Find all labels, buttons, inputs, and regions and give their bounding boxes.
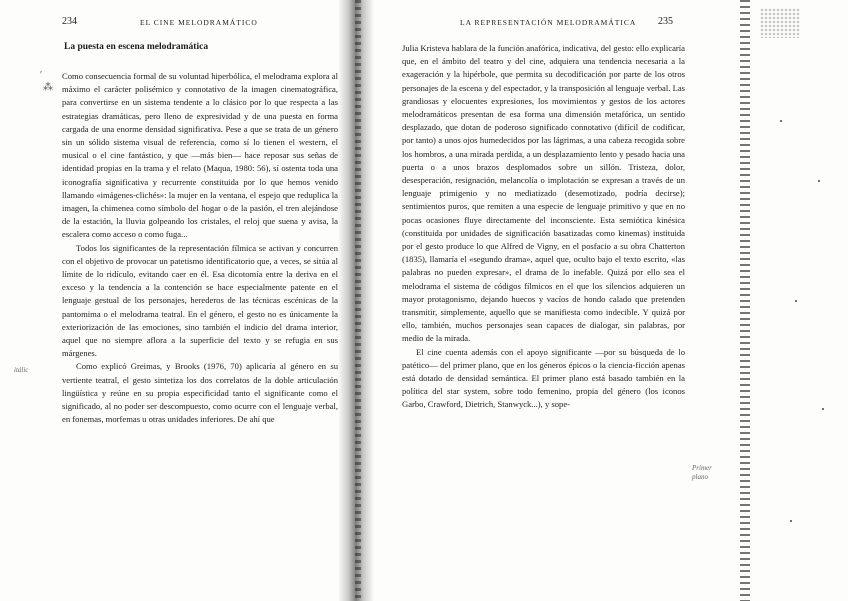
scribble-mark [760, 8, 800, 38]
paragraph: Como explicó Greimas, y Brooks (1976, 70) aplicaría al género en su vertiente teatral, el gesto sintetiza los dos correlatos de la doble articulación lingüística y reúne en su propia especificidad tanto el significante como el significado, al no poder ser descompuesto, como ocurre con el lenguaje verbal, en fonemas, morfemas u otras unidades inferiores. De ahí que [62, 361, 338, 425]
left-page-number: 234 [62, 16, 77, 27]
speck [795, 300, 797, 302]
left-body-text [62, 70, 338, 426]
speck [822, 408, 824, 410]
paragraph: Como consecuencia formal de su voluntad hiperbólica, el melodrama explora al máximo el carácter polisémico y connotativo de la imagen cinematográfica, para convertirse en un sistema tendente a lo clásico por lo que respecta a las estrategias dramáticas, pero lleno de expresividad y de una puesta en forma cargada de una enorme densidad significativa. Pese a que se trata de un género sin un sólido sistema visual de referencia, como sí lo tienen el western, el musical o el cine fantástico, y que —más bien— hace reposar sus señas de identidad propias en la trama y el relato (Maqua, 1980: 56), sí ostenta toda una iconografía significativa y recurrente constituida por lo que hemos venido llamando «imágenes-clichés»: la mujer en la ventana, el espejo que reduplica la imagen, la chimenea como símbolo del hogar o de la pasión, el tren alejándose de la estación, la lluvia golpeando los cristales, el reloj que suena y avisa, la escalera como acceso o como fuga... [62, 71, 338, 240]
margin-mark-icon: ⁂ [43, 82, 53, 93]
page-edge-shadow [740, 0, 750, 601]
right-running-head: LA REPRESENTACIÓN MELODRAMÁTICA [460, 18, 637, 27]
paragraph: El cine cuenta además con el apoyo significante —por su búsqueda de lo patético— del primer plano, que en los géneros épicos o la ciencia-ficción apenas está dotado de densidad semántica. El primer plano está basado también en la política del star system, sobre todo femenino, propia del género (los iconos Garbo, Crawford, Dietrich, Stanwyck...), y sope- [402, 346, 685, 410]
left-margin-note: itálic [14, 366, 29, 374]
right-page [352, 0, 752, 601]
left-running-head: EL CINE MELODRAMÁTICO [140, 18, 258, 27]
left-page [0, 0, 352, 601]
speck [818, 180, 820, 182]
right-page-number: 235 [658, 16, 673, 27]
right-body-text [402, 42, 685, 412]
paragraph: Todos los significantes de la representación fílmica se activan y concurren con el objetivo de provocar un patetismo identificatorio que, a veces, se sitúa al límite de lo ridículo, evitando caer en él. Esa dicotomía entre la deriva en el exceso y la tendencia a la contención se hace especialmente patente en el lenguaje gestual de los personajes, herederos de las técnicas escénicas de la pantomima o el melodrama teatral. En el género, el gesto no es únicamente la exteriorización de las emociones, sino también el indicio del drama interior, aquel que no siempre aflora a la superficie del texto y se refugia en sus márgenes. [62, 242, 338, 359]
right-margin-note: Primer plano [692, 464, 712, 481]
paragraph: Julia Kristeva hablara de la función anafórica, indicativa, del gesto: ello explicaría que, en el ámbito del teatro y del cine, adquiera una tendencia necesaria a la exageración y la hipérbole, que permita su decodificación por parte de los otros personajes de la escena y del espectador, y la transposición al lenguaje verbal. Las grandiosas y elocuentes expresiones, los movimientos y gestos de los actores melodramáticos presentan de esa forma una dimensión metafórica, un sentido desplazado, que dotan de poderoso significado connotativo (difícil de codificar, por tanto) a unos ojos humedecidos por las lágrimas, a una cabeza recogida sobre los hombros, a una mirada perdida, a un desplazamiento lento y pesado hacia una puerta o a unos brazos desplomados sobre un sillón. Tristeza, dolor, desesperación, resignación, melancolía o implotación se expresan a través de un lenguaje primigenio y no mediatizado (desemotizado, podría decirse); sentimientos puros, que remiten a una especie de lenguaje primitivo y que en no pocas ocasiones fluye directamente del inconsciente. Esta semiótica kinésica (constituida por unidades de significación basatizadas como kinemas) instituida por el gesto produce lo que Alfred de Vigny, en el posfacio a su obra Chatterton (1835), llamaría el «segundo drama», aquel que, oculto bajo el texto escrito, «las palabras no pueden expresar», el drama de lo inefable. Quizá por ello sea el melodrama el sistema de códigos fílmicos en el que los silencios adquieren un mayor protagonismo, dejando huecos y vacíos de hondo calado que pretenden transmitir, simplemente, aquello que se manifiesta como indecible. Y quizá por ello, también, muchos personajes sean capaces de dialogar, sin palabras, por medio de la mirada. [402, 43, 685, 344]
speck [780, 120, 782, 122]
margin-mark-icon: ′ [40, 70, 43, 81]
section-title: La puesta en escena melodramática [64, 42, 209, 52]
speck [790, 520, 792, 522]
